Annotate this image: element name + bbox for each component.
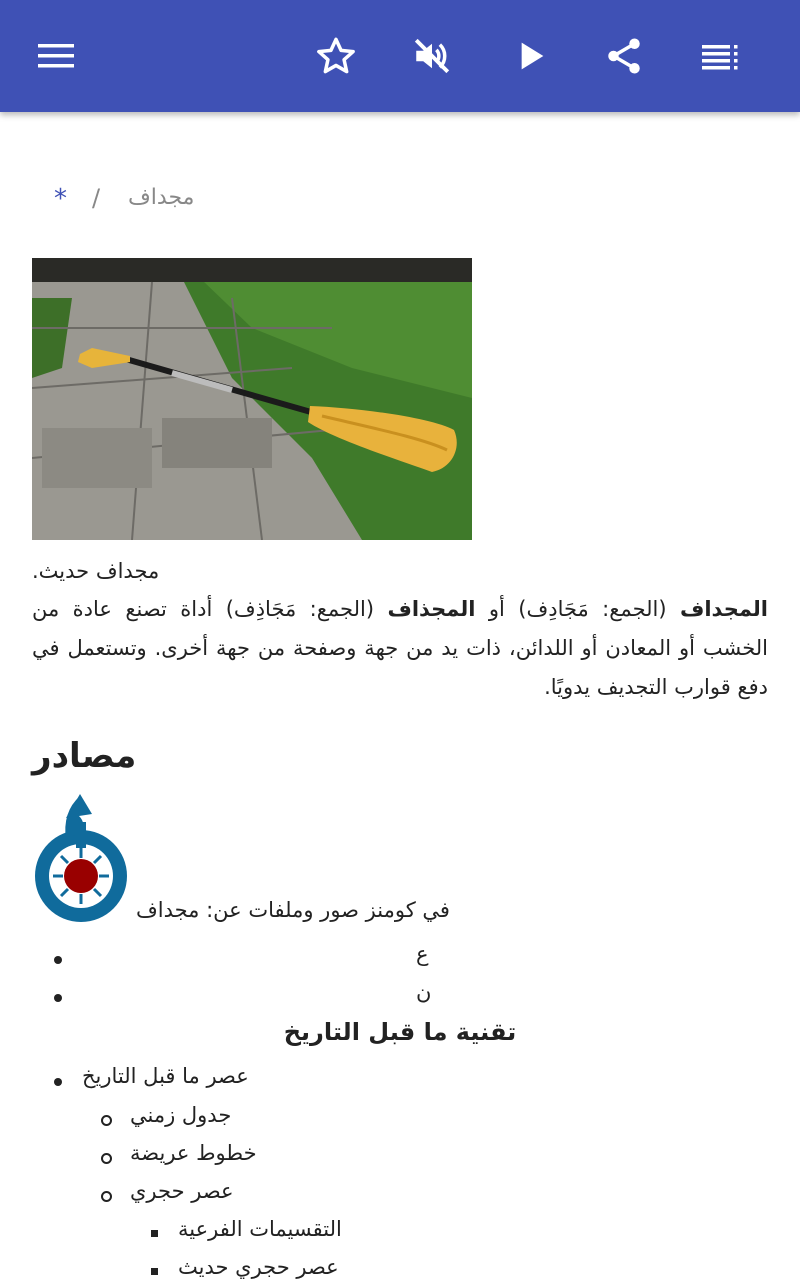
- play-icon: [510, 36, 550, 76]
- paddle-photo[interactable]: [32, 258, 472, 540]
- star-outline-icon: [315, 35, 357, 77]
- sources-heading: مصادر: [32, 736, 137, 776]
- list-bullet: [101, 1191, 112, 1202]
- navbox-item[interactable]: عصر ما قبل التاريخ: [82, 1064, 249, 1088]
- share-icon: [603, 35, 645, 77]
- list-bullet: [151, 1230, 158, 1237]
- term-mijdaf: المجداف: [679, 597, 768, 621]
- menu-button[interactable]: [28, 28, 84, 84]
- source-link-noon[interactable]: ن: [416, 980, 432, 1004]
- breadcrumb-current: مجداف: [128, 185, 195, 210]
- navbox-item[interactable]: خطوط عريضة: [130, 1141, 257, 1165]
- play-button[interactable]: [502, 28, 558, 84]
- navbox-item[interactable]: عصر حجري: [130, 1179, 234, 1203]
- list-bullet: [151, 1268, 158, 1275]
- list-bullet: [54, 956, 62, 964]
- navbox-item[interactable]: التقسيمات الفرعية: [178, 1217, 342, 1241]
- list-bullet: [101, 1115, 112, 1126]
- navbox-item[interactable]: عصر حجري حديث: [178, 1255, 339, 1279]
- source-link-ayn[interactable]: ع: [416, 942, 429, 966]
- favorite-button[interactable]: [308, 28, 364, 84]
- breadcrumb-separator: /: [92, 184, 101, 212]
- term-mijthaf: المجذاف: [387, 597, 476, 621]
- commons-link[interactable]: في كومنز صور وملفات عن: مجداف: [136, 898, 450, 922]
- app-toolbar: [0, 0, 800, 112]
- list-bullet: [101, 1153, 112, 1164]
- volume-off-icon: [411, 35, 453, 77]
- breadcrumb-home[interactable]: *: [54, 184, 67, 214]
- toc-icon: [700, 36, 740, 76]
- article-paragraph: المجداف (الجمع: مَجَادِف) أو المجذاف (الجمع: مَجَاذِف) أداة تصنع عادة من الخشب أو المعادن أو اللدائن، ذات يد من جهة وصفحة من جهة أخرى. وتستعمل في دفع قوارب التجديف يدويًا.: [32, 597, 768, 699]
- list-bullet: [54, 1078, 62, 1086]
- navbox-item[interactable]: جدول زمني: [130, 1103, 232, 1127]
- menu-icon: [36, 36, 76, 76]
- commons-logo-icon[interactable]: [32, 794, 130, 926]
- image-caption: مجداف حديث.: [32, 559, 160, 583]
- navbox-title[interactable]: تقنية ما قبل التاريخ: [283, 1018, 517, 1046]
- toc-button[interactable]: [692, 28, 748, 84]
- article-content: [0, 112, 800, 1280]
- share-button[interactable]: [596, 28, 652, 84]
- mute-button[interactable]: [404, 28, 460, 84]
- list-bullet: [54, 994, 62, 1002]
